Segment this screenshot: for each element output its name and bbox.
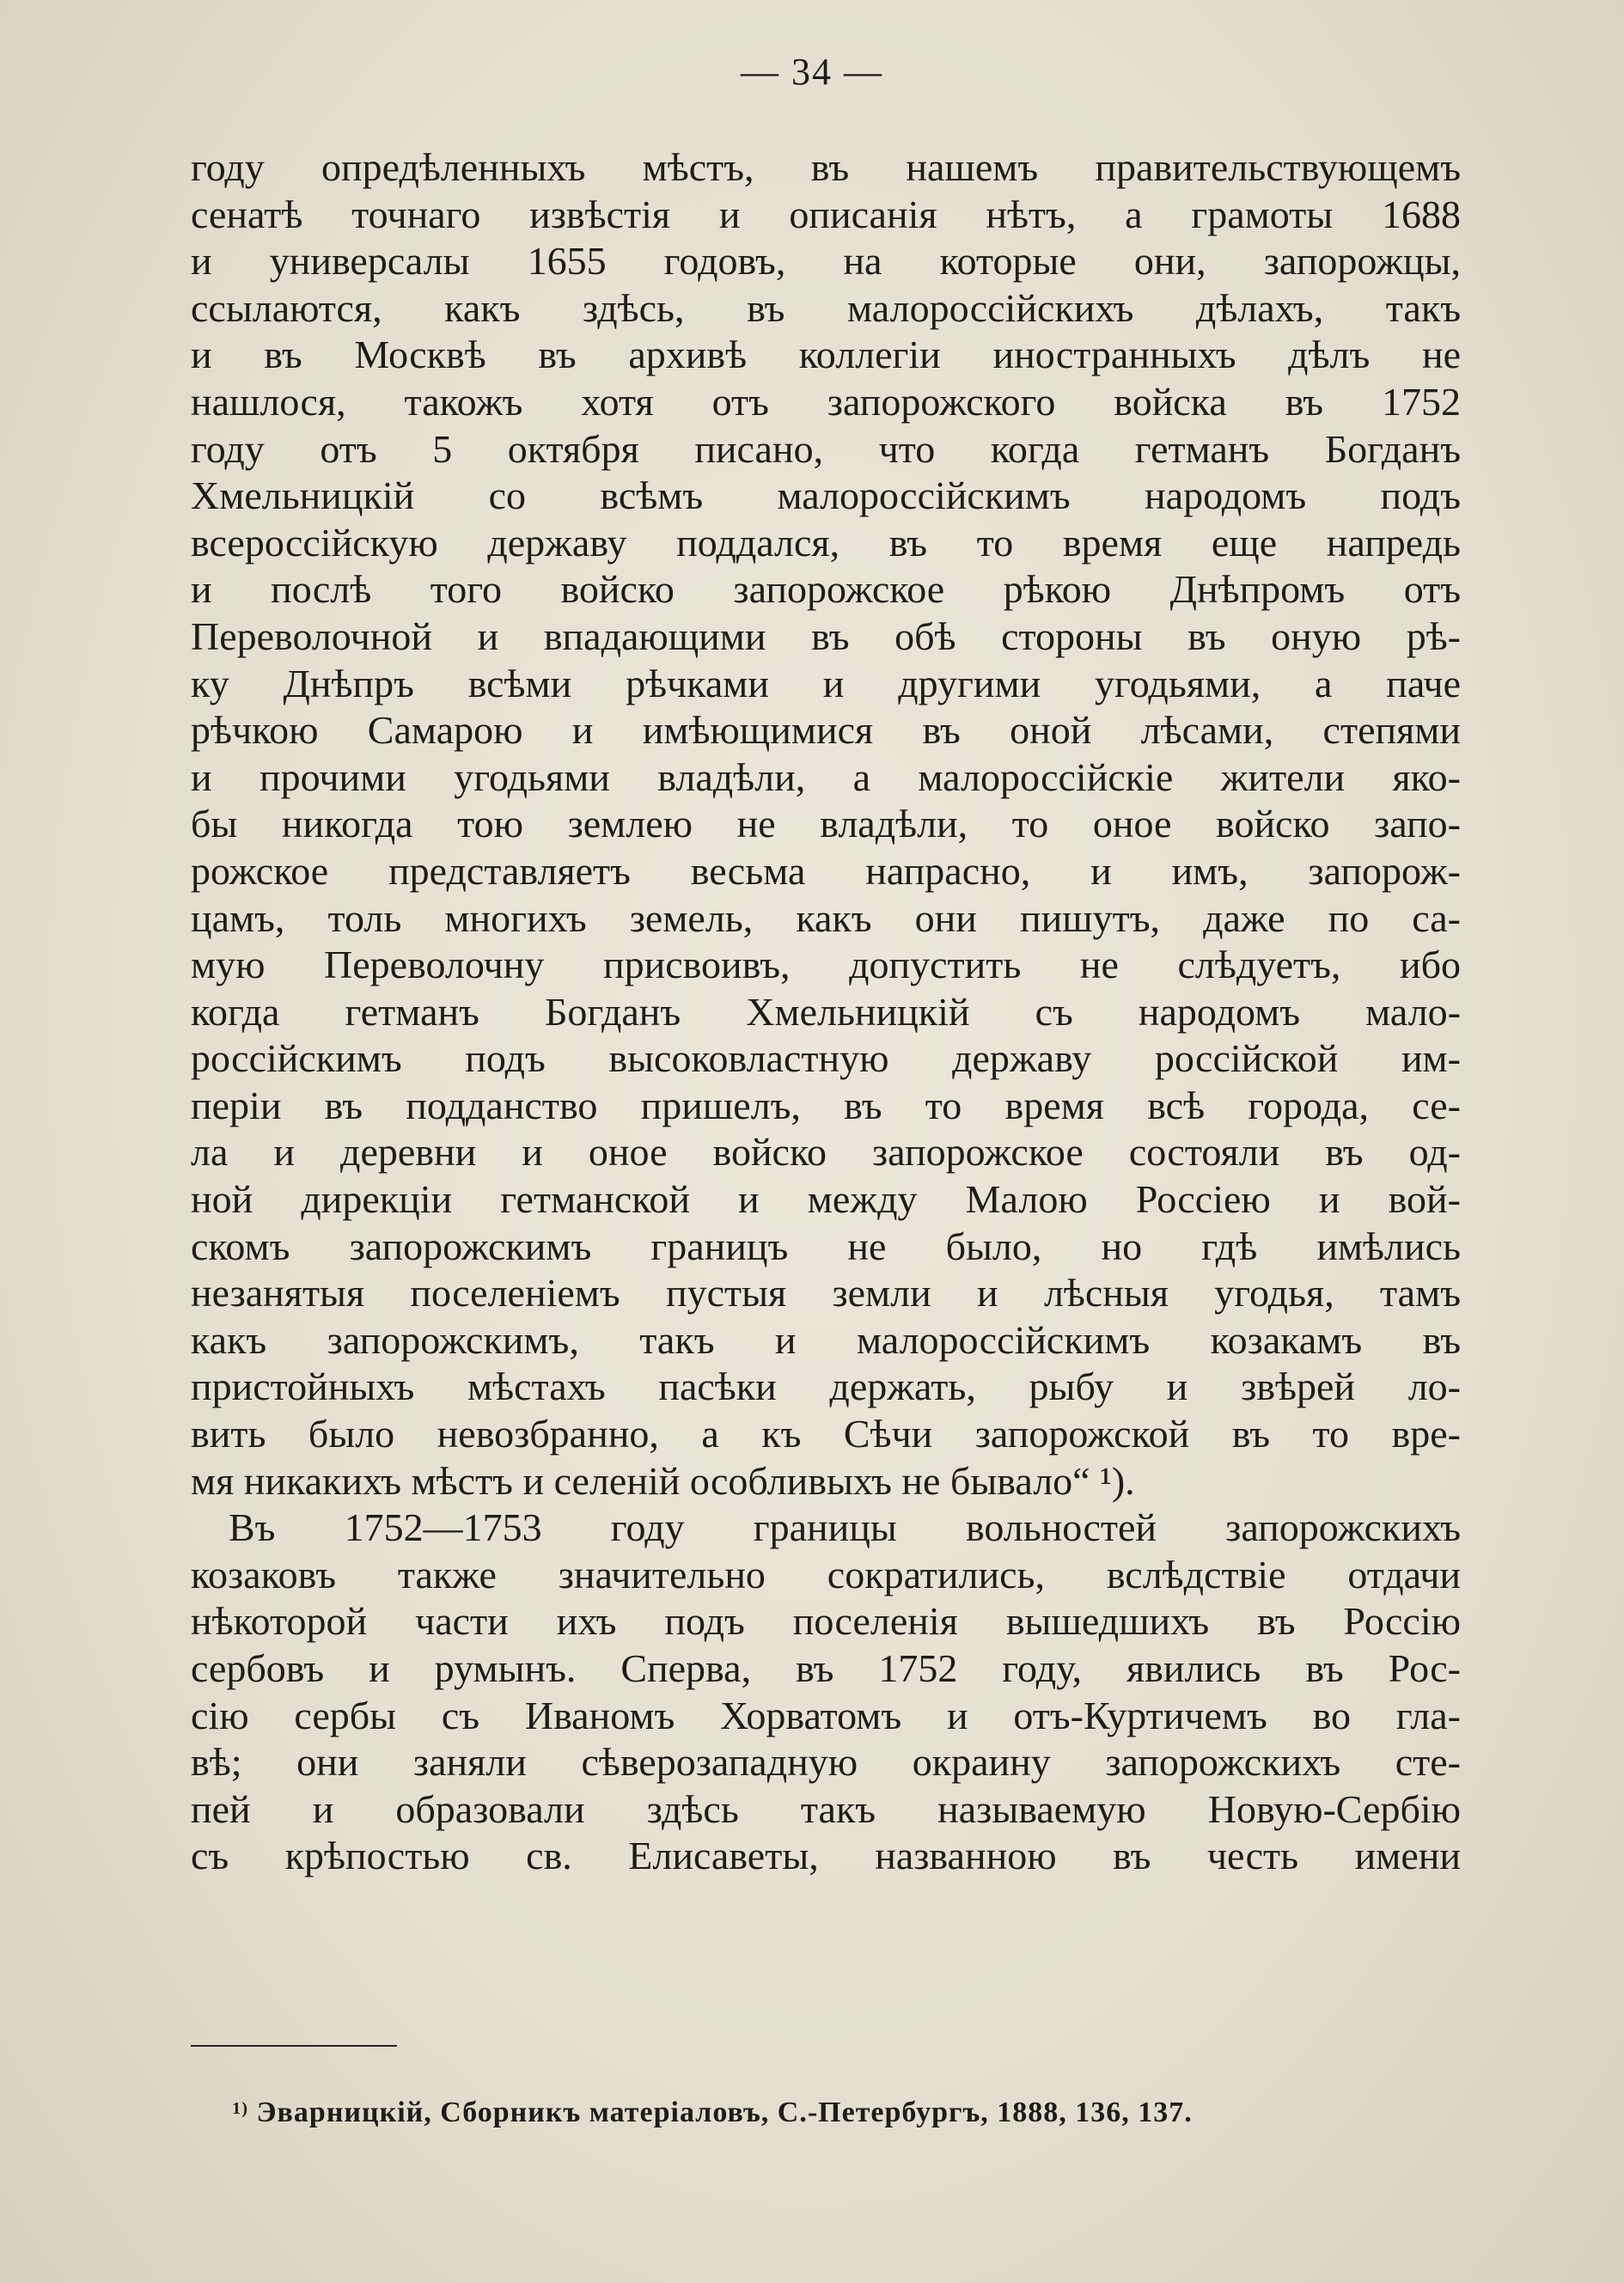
text-line: какъ запорожскимъ, такъ и малороссійскимъ козакамъ въ — [191, 1317, 1461, 1362]
text-line: рожское представляетъ весьма напрасно, и имъ, запорож- — [191, 848, 1461, 893]
text-line: Въ 1752—1753 году границы вольностей запорожскихъ — [229, 1505, 1461, 1550]
paragraph-1 — [191, 144, 1461, 1505]
text-line: ла и деревни и оное войско запорожское состояли въ од- — [191, 1130, 1461, 1175]
text-line: бы никогда тою землею не владѣли, то оное войско запо- — [191, 802, 1461, 846]
body-text — [191, 144, 1461, 1880]
text-line: мую Переволочну присвоивъ, допустить не слѣдуетъ, ибо — [191, 943, 1461, 987]
text-line: ссылаются, какъ здѣсь, въ малороссійскихъ дѣлахъ, такъ — [191, 285, 1461, 330]
page-number: — 34 — — [741, 51, 883, 93]
text-line: вѣ; они заняли сѣверозападную окраину запорожскихъ сте- — [191, 1740, 1461, 1785]
text-line: россійскимъ подъ высоковластную державу россійской им- — [191, 1036, 1461, 1081]
text-line: ку Днѣпръ всѣми рѣчками и другими угодьями, а паче — [191, 661, 1461, 705]
text-line: съ крѣпостью св. Елисаветы, названною въ честь имени — [191, 1834, 1461, 1878]
text-line: всероссійскую державу поддался, въ то время еще напредь — [191, 520, 1461, 565]
paragraph-2 — [191, 1505, 1461, 1880]
text-line: незанятыя поселеніемъ пустыя земли и лѣсныя угодья, тамъ — [191, 1271, 1461, 1315]
text-line: нашлося, такожъ хотя отъ запорожского войска въ 1752 — [191, 379, 1461, 424]
footnote-text: Эварницкій, Сборникъ матеріаловъ, С.-Петербургъ, 1888, 136, 137. — [256, 2097, 1193, 2128]
text-line: мя никакихъ мѣстъ и селеній особливыхъ не бывало“ ¹). — [191, 1458, 1135, 1503]
text-line: году опредѣленныхъ мѣстъ, въ нашемъ правительствующемъ — [191, 145, 1461, 189]
text-line: періи въ подданство пришелъ, въ то время всѣ города, се- — [191, 1083, 1461, 1127]
text-line: году отъ 5 октября писано, что когда гетманъ Богданъ — [191, 426, 1461, 471]
footnote-divider — [191, 2045, 397, 2047]
footnote-marker: 1) — [232, 2098, 248, 2118]
text-line: рѣчкою Самарою и имѣющимися въ оной лѣсами, степями — [191, 708, 1461, 753]
text-line: козаковъ также значительно сократились, вслѣдствіе отдачи — [191, 1552, 1461, 1596]
text-line: сію сербы съ Иваномъ Хорватомъ и отъ-Куртичемъ во гла- — [191, 1693, 1461, 1737]
text-line: и универсалы 1655 годовъ, на которые они, запорожцы, — [191, 239, 1461, 284]
text-line: пей и образовали здѣсь такъ называемую Новую-Сербію — [191, 1786, 1461, 1831]
text-line: сенатѣ точнаго извѣстія и описанія нѣтъ, а грамоты 1688 — [191, 192, 1461, 236]
text-line: вить было невозбранно, а къ Сѣчи запорожской въ то вре- — [191, 1412, 1461, 1456]
text-line: скомъ запорожскимъ границъ не было, но гдѣ имѣлись — [191, 1224, 1461, 1268]
text-line: цамъ, толь многихъ земель, какъ они пишутъ, даже по са- — [191, 895, 1461, 940]
text-line: ной дирекціи гетманской и между Малою Россіею и вой- — [191, 1177, 1461, 1222]
text-line: сербовъ и румынъ. Сперва, въ 1752 году, явились въ Рос- — [191, 1646, 1461, 1690]
footnote — [232, 2097, 1435, 2129]
text-line: Хмельницкій со всѣмъ малороссійскимъ народомъ подъ — [191, 473, 1461, 518]
text-line: Переволочной и впадающими въ обѣ стороны въ оную рѣ- — [191, 613, 1461, 658]
text-line: и прочими угодьями владѣли, а малороссійскіе жители яко- — [191, 754, 1461, 799]
text-line: и въ Москвѣ въ архивѣ коллегіи иностранныхъ дѣлъ не — [191, 333, 1461, 377]
text-line: нѣкоторой части ихъ подъ поселенія вышедшихъ въ Россію — [191, 1599, 1461, 1644]
text-line: когда гетманъ Богданъ Хмельницкій съ народомъ мало- — [191, 989, 1461, 1034]
text-line: пристойныхъ мѣстахъ пасѣки держать, рыбу и звѣрей ло- — [191, 1364, 1461, 1409]
text-line: и послѣ того войско запорожское рѣкою Днѣпромъ отъ — [191, 567, 1461, 612]
